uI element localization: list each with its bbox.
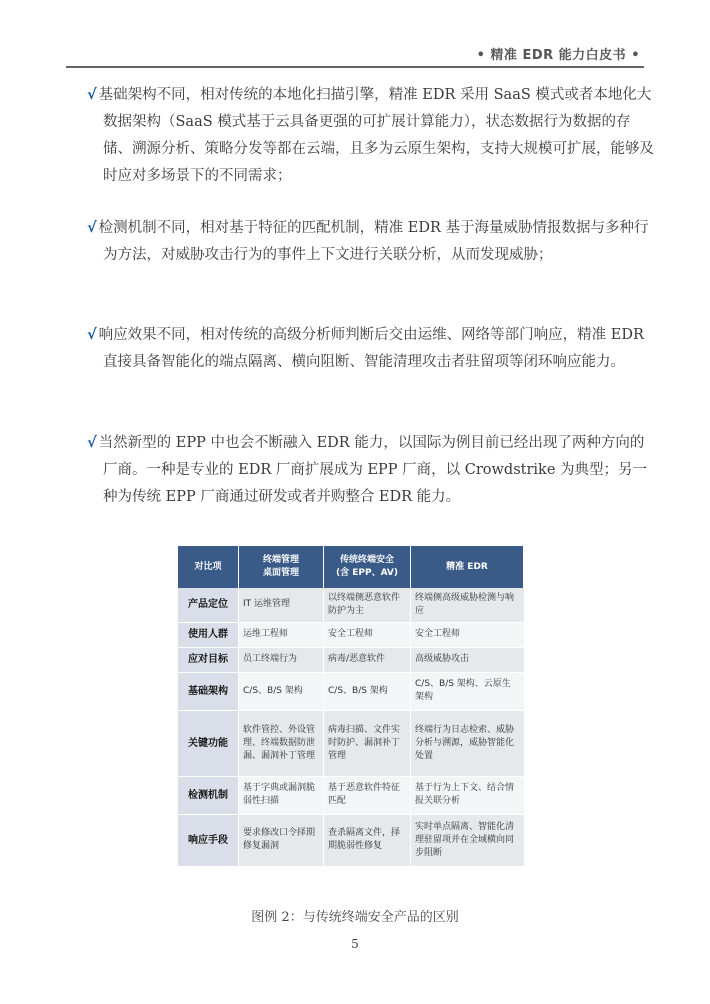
table-cell: 高级威胁攻击 bbox=[411, 647, 524, 672]
check-icon: √ bbox=[87, 435, 97, 451]
table-cell: 病毒/恶意软件 bbox=[324, 647, 411, 672]
table-cell: 安全工程师 bbox=[411, 622, 524, 647]
table-row bbox=[178, 672, 524, 710]
table-row bbox=[178, 814, 524, 866]
check-icon: √ bbox=[87, 327, 97, 343]
bullet-paragraph bbox=[87, 322, 655, 376]
table-cell: 病毒扫描、文件实时防护、漏洞补丁管理 bbox=[324, 710, 411, 776]
row-label: 应对目标 bbox=[178, 647, 239, 672]
table-cell: 安全工程师 bbox=[324, 622, 411, 647]
table-cell: C/S、B/S 架构 bbox=[239, 672, 324, 710]
row-label: 基础架构 bbox=[178, 672, 239, 710]
table-cell: 基于字典或漏洞脆弱性扫描 bbox=[239, 776, 324, 814]
row-label: 使用人群 bbox=[178, 622, 239, 647]
table-row bbox=[178, 647, 524, 672]
comparison-table bbox=[178, 546, 524, 867]
table-cell: 基于恶意软件特征匹配 bbox=[324, 776, 411, 814]
bullet-text: 基础架构不同，相对传统的本地化扫描引擎，精准 EDR 采用 SaaS 模式或者本地化大数据架构（SaaS 模式基于云具备更强的可扩展计算能力），状态数据行为数据的存储、溯源分析、策略分发等都在云端，且多为云原生架构，支持大规模可扩展，能够及时应对多场景下的不同需求； bbox=[98, 87, 654, 184]
bullet-text: 响应效果不同，相对传统的高级分析师判断后交由运维、网络等部门响应，精准 EDR 直接具备智能化的端点隔离、横向阻断、智能清理攻击者驻留项等闭环响应能力。 bbox=[98, 327, 644, 370]
table-cell: IT 运维管理 bbox=[239, 588, 324, 622]
check-icon: √ bbox=[87, 220, 97, 236]
table-header-row bbox=[178, 546, 524, 588]
table-cell: 实时单点隔离、智能化清理驻留项并在全域横向同步阻断 bbox=[411, 814, 524, 866]
table-row bbox=[178, 588, 524, 622]
table-cell: C/S、B/S 架构 bbox=[324, 672, 411, 710]
bullet-paragraph bbox=[87, 215, 655, 269]
check-icon: √ bbox=[87, 87, 97, 103]
table-header: 终端管理 桌面管理 bbox=[239, 546, 324, 588]
table-cell: 基于行为上下文、结合情报关联分析 bbox=[411, 776, 524, 814]
table-row bbox=[178, 622, 524, 647]
header-divider bbox=[66, 66, 644, 68]
table-cell: 查杀隔离文件，择期脆弱性修复 bbox=[324, 814, 411, 866]
table-cell: 以终端侧恶意软件防护为主 bbox=[324, 588, 411, 622]
table-cell: C/S、B/S 架构、云原生架构 bbox=[411, 672, 524, 710]
figure-caption: 图例 2：与传统终端安全产品的区别 bbox=[251, 910, 459, 925]
running-header: • 精准 EDR 能力白皮书 • bbox=[476, 48, 640, 63]
table-row bbox=[178, 710, 524, 776]
table-cell: 员工终端行为 bbox=[239, 647, 324, 672]
table-cell: 软件管控、外设管理、终端数据防泄漏、漏洞补丁管理 bbox=[239, 710, 324, 776]
bullet-paragraph bbox=[87, 430, 655, 511]
table-header: 传统终端安全 (含 EPP、AV) bbox=[324, 546, 411, 588]
page-number: 5 bbox=[351, 937, 359, 951]
table-cell: 运维工程师 bbox=[239, 622, 324, 647]
table-cell: 终端行为日志检索、威胁分析与溯源，威胁智能化处置 bbox=[411, 710, 524, 776]
table-cell: 终端侧高级威胁检测与响应 bbox=[411, 588, 524, 622]
row-label: 检测机制 bbox=[178, 776, 239, 814]
row-label: 响应手段 bbox=[178, 814, 239, 866]
row-label: 产品定位 bbox=[178, 588, 239, 622]
table-header: 精准 EDR bbox=[411, 546, 524, 588]
row-label: 关键功能 bbox=[178, 710, 239, 776]
bullet-text: 当然新型的 EPP 中也会不断融入 EDR 能力，以国际为例目前已经出现了两种方向的厂商。一种是专业的 EDR 厂商扩展成为 EPP 厂商，以 Crowdstrike 为典型；另一种为传统 EPP 厂商通过研发或者并购整合 EDR 能力。 bbox=[98, 435, 648, 505]
table-row bbox=[178, 776, 524, 814]
table-cell: 要求修改口令择期修复漏洞 bbox=[239, 814, 324, 866]
bullet-paragraph bbox=[87, 82, 655, 190]
table-header: 对比项 bbox=[178, 546, 239, 588]
bullet-text: 检测机制不同，相对基于特征的匹配机制，精准 EDR 基于海量威胁情报数据与多种行为方法，对威胁攻击行为的事件上下文进行关联分析，从而发现威胁； bbox=[98, 220, 649, 263]
